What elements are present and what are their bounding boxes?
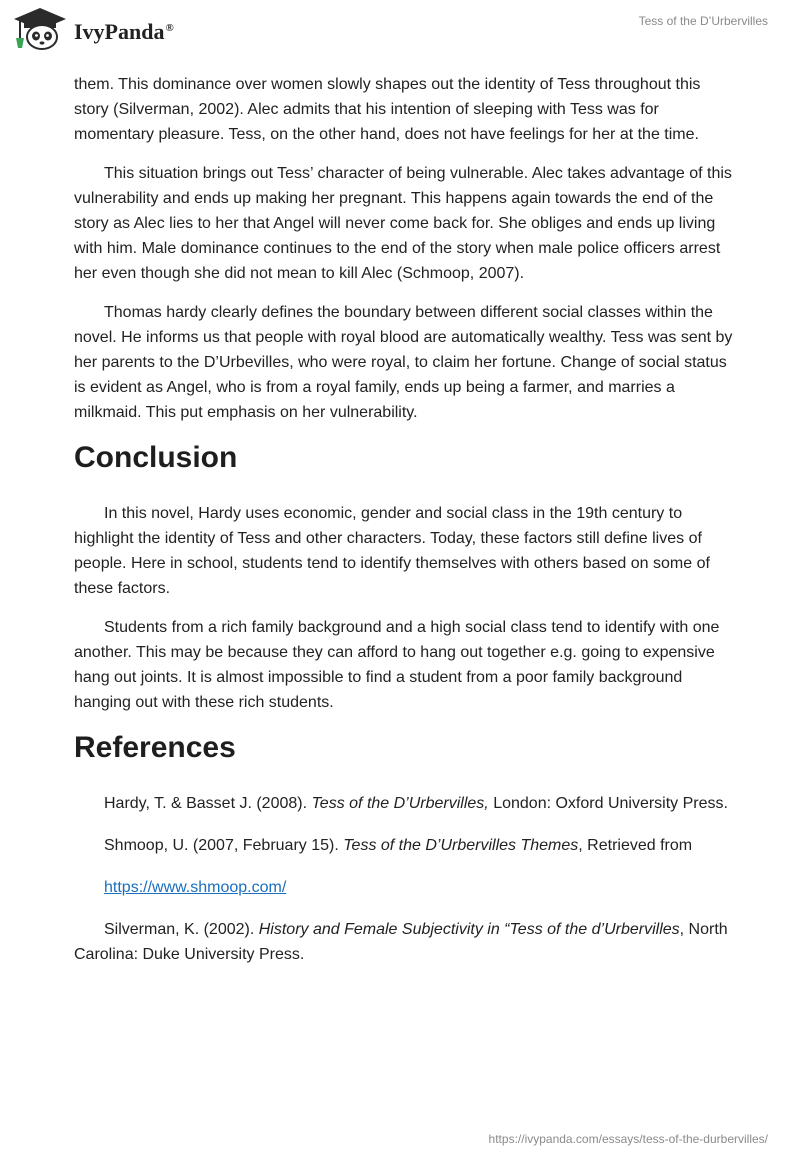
reference-silverman: Silverman, K. (2002). History and Female Subjectivity in “Tess of the d’Urbervilles, North Carolina: Duke University Press. <box>74 921 728 963</box>
document-title: Tess of the D’Urbervilles <box>638 14 768 28</box>
ivypanda-logo[interactable] <box>12 6 174 52</box>
reference-hardy: Hardy, T. & Basset J. (2008). Tess of the D’Urbervilles, London: Oxford University Press. <box>104 795 728 812</box>
reference-shmoop-link-line <box>74 875 734 900</box>
reference-shmoop: Shmoop, U. (2007, February 15). Tess of the D’Urbervilles Themes, Retrieved from <box>104 837 693 854</box>
body-paragraph-3: Thomas hardy clearly defines the boundary between different social classes within the novel. He informs us that people with royal blood are automatically wealthy. Tess was sent by her parents to the D’Urbevilles, who were royal, to claim her fortune. Change of social status is evident as Angel, who is from a royal family, ends up being a farmer, and marries a milkmaid. This put emphasis on her vulnerability. <box>74 304 733 421</box>
page-header <box>0 0 800 60</box>
body-paragraph-1: them. This dominance over women slowly shapes out the identity of Tess throughout this story (Silverman, 2002). Alec admits that his intention of sleeping with Tess was for momentary pleasure. Tess, on the other hand, does not have feelings for her at the time. <box>74 76 701 143</box>
body-paragraph-2: This situation brings out Tess’ character of being vulnerable. Alec takes advantage of this vulnerability and ends up making her pregnant. This happens again towards the end of the story as Alec lies to her that Angel will never come back for. She obliges and ends up living with him. Male dominance continues to the end of the story when male police officers arrest her even though she did not mean to kill Alec (Schmoop, 2007). <box>74 165 732 282</box>
references-heading: References <box>74 731 236 764</box>
conclusion-heading: Conclusion <box>74 441 238 474</box>
conclusion-paragraph-1: In this novel, Hardy uses economic, gender and social class in the 19th century to highlight the identity of Tess and other characters. Today, these factors still define lives of people. Here in school, students tend to identify themselves with others based on some of these factors. <box>74 505 710 597</box>
shmoop-link[interactable]: https://www.shmoop.com/ <box>104 879 287 896</box>
panda-graduate-icon <box>12 6 68 52</box>
footer-url[interactable]: https://ivypanda.com/essays/tess-of-the-durbervilles/ <box>488 1132 768 1146</box>
article-content <box>74 72 734 967</box>
brand-name: IvyPanda® <box>74 19 174 44</box>
conclusion-paragraph-2: Students from a rich family background and a high social class tend to identify with one another. This may be because they can afford to hang out together e.g. going to expensive hang out joints. It is almost impossible to find a student from a poor family background hanging out with these rich students. <box>74 619 720 711</box>
